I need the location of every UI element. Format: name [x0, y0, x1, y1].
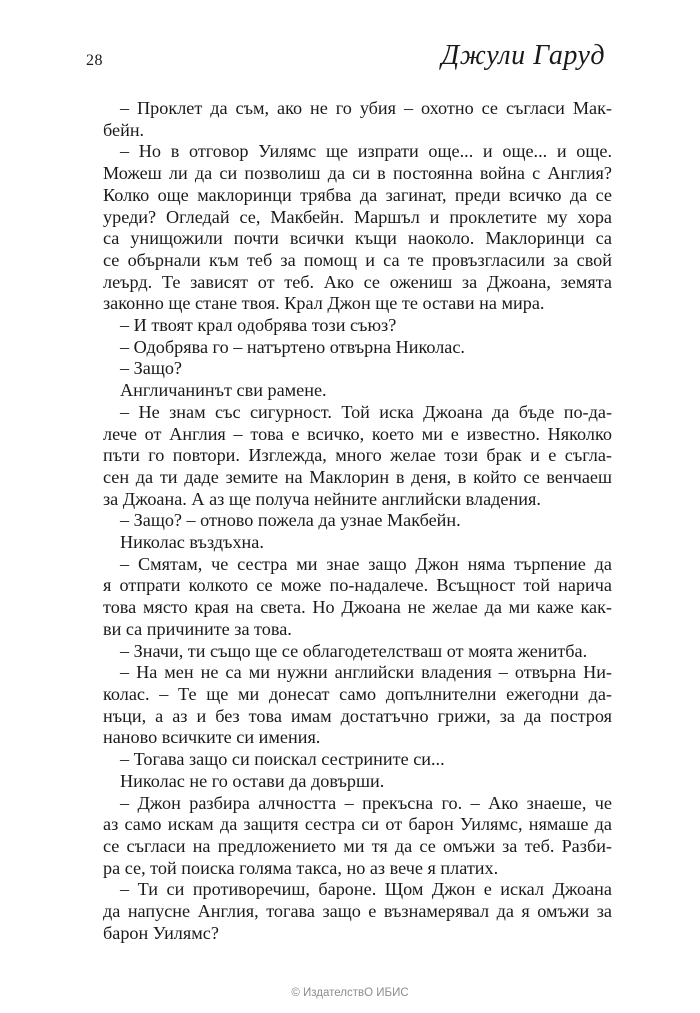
text-line: Николас не го остави да довърши. [120, 770, 385, 791]
text-line: да напусне Англия, тогава защо е възнамерявал да я омъжи за [103, 901, 612, 922]
text-line: за Джоана. А аз ще получа нейните английски владения. [103, 488, 541, 509]
text-line: – Джон разбира алчността – прекъсна го. – Ако знаеше, че [120, 792, 612, 813]
text-line: – Смятам, че сестра ми знае защо Джон няма търпение да [120, 553, 612, 574]
text-line: леърд. Те зависят от теб. Ако се ожениш за Джоана, земята [103, 271, 612, 292]
text-line: – Тогава защо си поискал сестрините си... [120, 749, 445, 770]
text-line: бейн. [103, 119, 145, 140]
text-line: това място края на света. Но Джоана не желае да ми каже как- [103, 597, 612, 618]
text-line: пъти го повтори. Изглежда, много желае този брак и е съгла- [103, 445, 612, 466]
text-line: сен да ти даде земите на Маклорин в деня, в който се венчаеш [103, 466, 612, 487]
text-line: Колко още маклоринци трябва да загинат, преди всичко да се [103, 184, 612, 205]
text-line: ра се, той поиска голяма такса, но аз вече я платих. [103, 857, 499, 878]
text-line: са унищожили почти всички къщи наоколо. Маклоринци са [103, 228, 612, 249]
text-line: – Но в отговор Уилямс ще изпрати още... и още... и още. [120, 141, 612, 162]
text-line: – Одобрява го – натъртено отвърна Николас. [120, 336, 465, 357]
copyright-footer: © ИздателствО ИБИС [291, 987, 409, 999]
text-line: барон Уилямс? [103, 922, 219, 943]
text-line: – И твоят крал одобрява този съюз? [120, 315, 397, 336]
text-line: – Ти си противоречиш, бароне. Щом Джон е искал Джоана [120, 879, 612, 900]
text-line: законно ще стане твоя. Крал Джон ще те остави на мира. [103, 293, 545, 314]
text-line: наново всичките си имения. [103, 727, 321, 748]
text-line: нъци, а аз и без това имам достатъчно грижи, за да построя [103, 705, 612, 726]
text-line: уреди? Огледай се, Макбейн. Маршъл и проклетите му хора [103, 206, 612, 227]
text-line: Можеш ли да си позволиш да си в постоянна война с Англия? [103, 163, 612, 184]
text-line: – Значи, ти също ще се облагодетелстваш от моята женитба. [120, 640, 588, 661]
text-line: аз само искам да защитя сестра си от барон Уилямс, нямаше да [103, 814, 612, 835]
text-line: – Не знам със сигурност. Той иска Джоана да бъде по-да- [120, 401, 612, 422]
text-line: се обърнали към теб за помощ и са те провъзгласили за свой [103, 249, 612, 270]
text-line: – Проклет да съм, ако не го убия – охотно се съгласи Мак- [120, 98, 612, 118]
text-line: – Защо? [120, 358, 182, 379]
text-line: Николас въздъхна. [120, 532, 264, 553]
text-line: – На мен не са ми нужни английски владения – отвърна Ни- [120, 662, 612, 683]
text-line: колас. – Те ще ми донесат само допълнителни ежегодни да- [103, 683, 612, 704]
text-line: лече от Англия – това е всичко, което ми е известно. Няколко [103, 423, 612, 444]
running-title: Джули Гаруд [441, 40, 605, 71]
text-line: я отпрати колкото се може по-надалече. Всъщност той нарича [103, 575, 612, 596]
text-line: се съгласи на предложението ми тя да се омъжи за теб. Разби- [103, 835, 612, 856]
text-line: Англичанинът сви рамене. [120, 380, 327, 401]
text-line: – Защо? – отново пожела да узнае Макбейн. [120, 510, 461, 531]
page-header [86, 40, 605, 74]
text-line: ви са причините за това. [103, 618, 292, 639]
page-number: 28 [86, 52, 103, 69]
body-text [103, 98, 612, 944]
